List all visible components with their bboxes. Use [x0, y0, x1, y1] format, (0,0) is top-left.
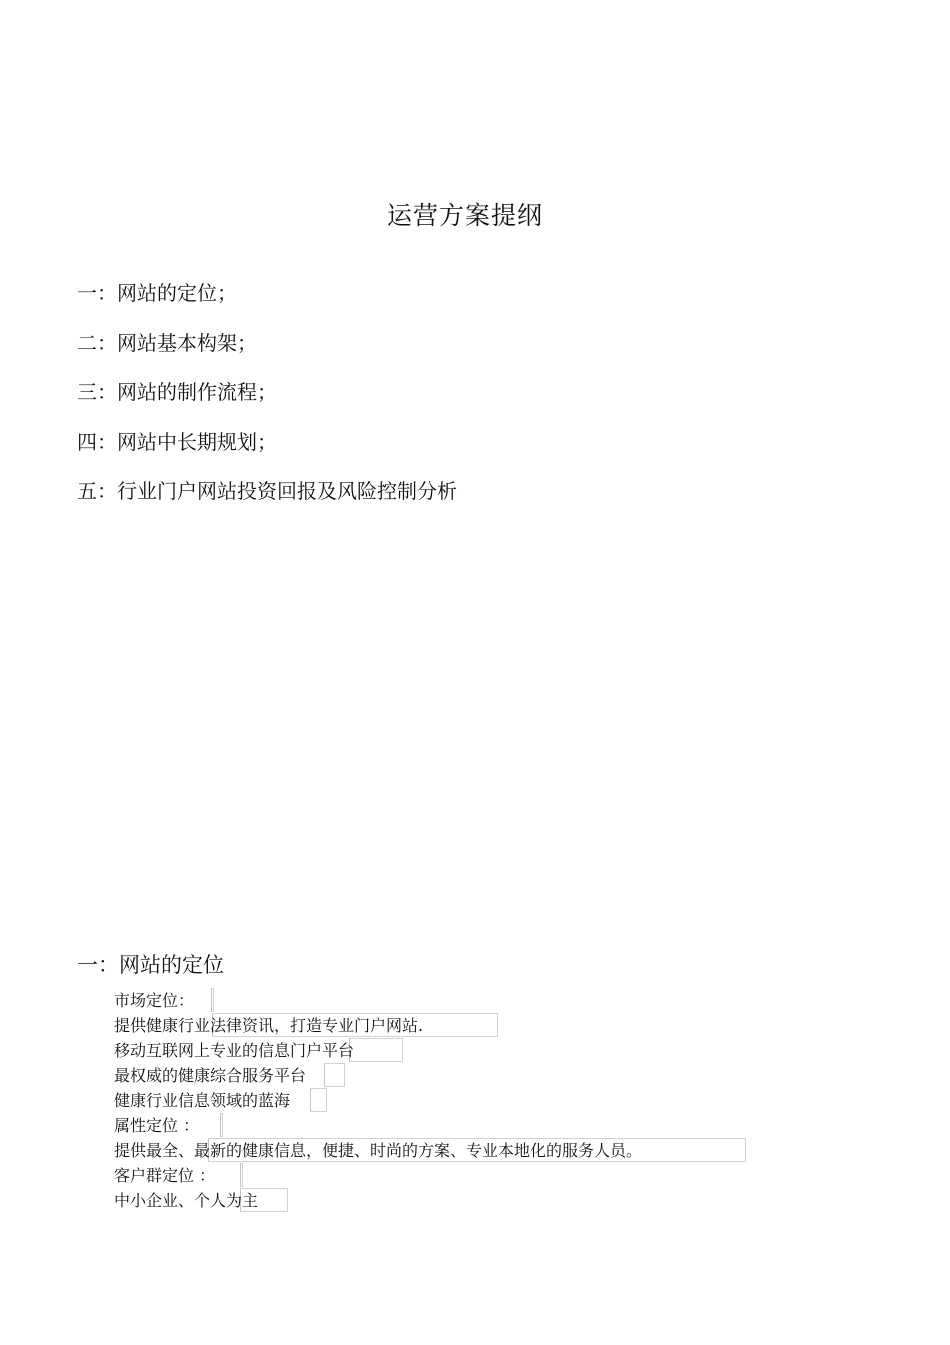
- outline-item: 二：网站基本构架；: [77, 330, 257, 355]
- outline-item: 四：网站中长期规划；: [77, 429, 277, 454]
- outline-item: 三：网站的制作流程；: [77, 380, 277, 404]
- detail-text: 中小企业、个人为主: [114, 1191, 259, 1210]
- detail-text: 提供最全、最新的健康信息，便捷、时尚的方案、专业本地化的服务人员。: [114, 1141, 643, 1160]
- text-frame: [211, 988, 214, 1012]
- detail-text: 属性定位 ：: [114, 1116, 200, 1135]
- detail-text: 提供健康行业法律资讯，打造专业门户网站.: [114, 1016, 424, 1035]
- outline-list: [77, 278, 457, 526]
- section-heading: 一：网站的定位: [77, 953, 224, 977]
- document-title: 运营方案提纲: [386, 201, 543, 230]
- outline-item: 五：行业门户网站投资回报及风险控制分析: [77, 479, 457, 503]
- text-frame: [240, 1163, 243, 1187]
- detail-text: 客户群定位 ：: [114, 1166, 216, 1185]
- text-frame: [310, 1088, 327, 1112]
- detail-text: 健康行业信息领域的蓝海: [114, 1091, 291, 1110]
- outline-item: 一：网站的定位；: [77, 281, 237, 305]
- text-frame: [324, 1063, 345, 1087]
- text-frame: [220, 1113, 223, 1137]
- detail-text: 市场定位：: [114, 991, 195, 1010]
- detail-text: 移动互联网上专业的信息门户平台: [114, 1041, 355, 1060]
- text-frame: [349, 1038, 403, 1062]
- detail-text: 最权威的健康综合服务平台: [114, 1066, 307, 1085]
